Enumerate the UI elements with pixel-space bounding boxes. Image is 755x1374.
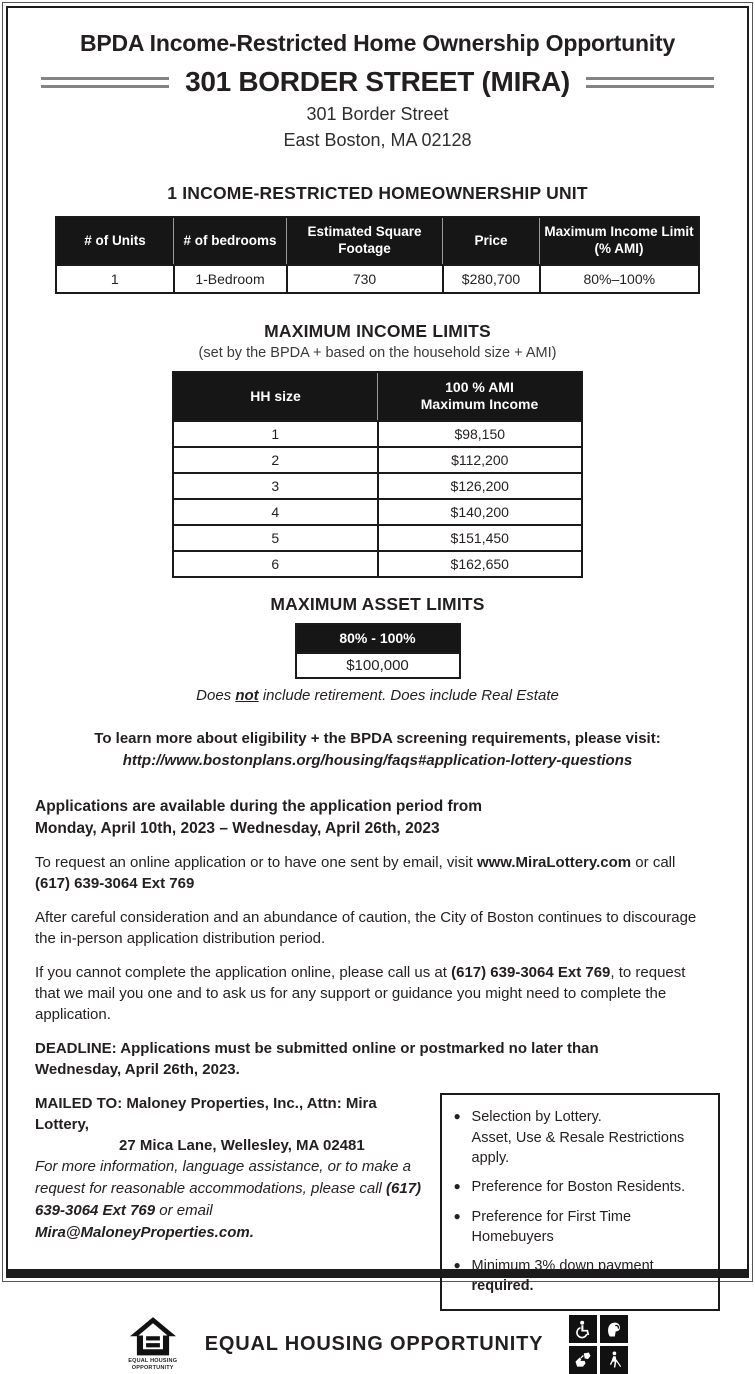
accessibility-icons — [569, 1315, 628, 1374]
income-cell: $98,150 — [378, 421, 583, 447]
period-line-2: Monday, April 10th, 2023 – Wednesday, April 26th, 2023 — [35, 819, 440, 837]
deadline-text-line2: Wednesday, April 26th, 2023. — [35, 1061, 240, 1079]
lottery-info-box — [440, 1093, 720, 1310]
accommodations-email-link[interactable]: Mira@MaloneyProperties.com. — [35, 1223, 254, 1241]
property-address — [35, 101, 720, 153]
eho-logo-caption — [128, 1358, 177, 1371]
request-pre: To request an online application or to have one sent by email, visit — [35, 854, 477, 872]
bullet-icon: ● — [453, 1258, 461, 1273]
hh-size-cell: 3 — [173, 473, 378, 499]
accommodations-mid: or email — [155, 1201, 213, 1219]
bullet-icon: ● — [453, 1208, 461, 1223]
eligibility-block — [35, 728, 720, 772]
asset-note — [35, 687, 720, 704]
list-item — [454, 1177, 708, 1197]
request-paragraph — [35, 852, 697, 894]
income-table-header-row — [173, 372, 582, 421]
lottery-website-link[interactable]: www.MiraLottery.com — [476, 854, 632, 872]
unit-section-title: 1 INCOME-RESTRICTED HOMEOWNERSHIP UNIT — [167, 183, 588, 204]
wheelchair-accessible-icon — [569, 1315, 597, 1343]
footer — [35, 1315, 720, 1374]
unit-cell-units: 1 — [56, 265, 174, 293]
list-item — [454, 1107, 708, 1168]
eho-caption-line2: OPPORTUNITY — [131, 1364, 174, 1371]
deadline-label: DEADLINE: — [35, 1040, 117, 1058]
income-cell: $162,650 — [378, 551, 583, 577]
bullet-text: Preference for Boston Residents. — [471, 1179, 686, 1196]
unit-table-row — [56, 265, 699, 293]
hh-size-cell: 4 — [173, 499, 378, 525]
request-phone-number: (617) 639-3064 Ext 769 — [35, 875, 195, 893]
phone-pre: If you cannot complete the application online, please call us at — [35, 964, 452, 982]
income-row-6 — [173, 551, 582, 577]
assistive-listening-icon — [600, 1315, 628, 1343]
income-section-title: MAXIMUM INCOME LIMITS — [264, 320, 491, 341]
sign-language-icon — [569, 1346, 597, 1374]
eho-caption-line1: EQUAL HOUSING — [128, 1358, 178, 1365]
page-title: 301 BORDER STREET (MIRA) — [185, 66, 570, 97]
unit-header-units: # of Units — [56, 217, 174, 265]
unit-cell-price: $280,700 — [443, 265, 540, 293]
hh-size-cell: 6 — [173, 551, 378, 577]
phone-post: , to request that we mail you one and to ask us for any support or guidance you might need to complete the application. — [35, 964, 686, 1024]
mailed-to-label: MAILED TO: — [35, 1095, 123, 1113]
mailed-to-line2: 27 Mica Lane, Wellesley, MA 02481 — [119, 1137, 365, 1155]
asset-header-row — [296, 624, 460, 654]
asset-note-post: include retirement. Does include Real Estate — [258, 687, 559, 705]
mailed-to-paragraph — [35, 1093, 423, 1156]
income-cell: $126,200 — [378, 473, 583, 499]
bullet-text — [472, 1256, 708, 1297]
income-header-line1: 100 % AMI — [445, 378, 514, 395]
request-mid: or call — [631, 854, 676, 872]
period-line-1: Applications are available during the application period from — [35, 797, 482, 815]
bullet-icon: ● — [453, 1109, 461, 1124]
flyer-supertitle: BPDA Income-Restricted Home Ownership Opportunity — [79, 30, 676, 56]
help-phone-number: (617) 639-3064 Ext 769 — [451, 964, 611, 982]
phone-help-paragraph — [35, 962, 697, 1025]
income-cell: $151,450 — [378, 525, 583, 551]
deadline-text-line1: Applications must be submitted online or postmarked no later than — [116, 1040, 599, 1058]
unit-header-ami: Maximum Income Limit (% AMI) — [540, 217, 700, 265]
asset-limits-table — [295, 623, 461, 680]
income-cell: $112,200 — [378, 447, 583, 473]
income-row-3 — [173, 473, 582, 499]
hh-size-cell: 1 — [173, 421, 378, 447]
deadline-paragraph — [35, 1038, 697, 1080]
asset-note-not: not — [235, 687, 259, 705]
income-header-line2: Maximum Income — [420, 396, 539, 413]
unit-header-bedrooms: # of bedrooms — [174, 217, 287, 265]
accommodations-pre: For more information, language assistance, or to make a request for reasonable accommodations, please call — [35, 1158, 412, 1198]
income-cell: $140,200 — [378, 499, 583, 525]
bottom-left-column — [35, 1093, 430, 1243]
bullet-icon: ● — [453, 1179, 461, 1194]
equal-housing-opportunity-text: EQUAL HOUSING OPPORTUNITY — [204, 1332, 544, 1355]
income-row-2 — [173, 447, 582, 473]
accommodations-paragraph — [35, 1156, 423, 1243]
bullet-text — [472, 1107, 708, 1168]
left-double-rule — [41, 77, 169, 88]
hh-size-cell: 2 — [173, 447, 378, 473]
unit-cell-bedrooms: 1-Bedroom — [174, 265, 287, 293]
bullet4-pre: Minimum 3% down payment — [471, 1258, 654, 1275]
asset-value-row — [296, 653, 460, 678]
equal-housing-house-icon — [130, 1317, 176, 1357]
asset-note-pre: Does — [196, 687, 236, 705]
asset-section-title: MAXIMUM ASSET LIMITS — [270, 593, 485, 614]
unit-cell-sqft: 730 — [287, 265, 443, 293]
address-line-2: East Boston, MA 02128 — [283, 130, 472, 151]
title-row — [41, 66, 714, 98]
unit-table — [55, 216, 700, 294]
unit-header-price: Price — [443, 217, 540, 265]
bullet4-required: required. — [471, 1278, 534, 1295]
eligibility-url-link[interactable]: http://www.bostonplans.org/housing/faqs#application-lottery-questions — [122, 752, 633, 770]
income-header-hh-size: HH size — [173, 372, 378, 421]
income-section-subtitle: (set by the BPDA + based on the household size + AMI) — [198, 344, 557, 361]
address-line-1: 301 Border Street — [306, 104, 449, 124]
equal-housing-logo — [127, 1317, 179, 1371]
right-double-rule — [586, 77, 714, 88]
bullet1-line1: Selection by Lottery. — [471, 1109, 602, 1126]
income-limits-table — [172, 371, 583, 578]
unit-table-header-row — [56, 217, 699, 265]
asset-limit-cell: $100,000 — [296, 653, 460, 678]
list-item — [454, 1256, 708, 1297]
income-row-4 — [173, 499, 582, 525]
bullet-text: Preference for First Time Homebuyers — [471, 1208, 632, 1245]
mailed-to-line1: Maloney Properties, Inc., Attn: Mira Lottery, — [35, 1095, 377, 1134]
list-item — [454, 1207, 708, 1248]
bottom-columns — [35, 1093, 720, 1310]
flyer-content — [8, 8, 747, 1371]
unit-cell-ami: 80%–100% — [540, 265, 700, 293]
application-period — [35, 796, 720, 839]
income-row-5 — [173, 525, 582, 551]
blind-person-cane-icon — [600, 1346, 628, 1374]
bullet1-line2: Asset, Use & Resale Restrictions apply. — [471, 1129, 685, 1166]
hh-size-cell: 5 — [173, 525, 378, 551]
income-header-max-income — [378, 372, 583, 421]
accommodations-phone-number: (617) 639-3064 Ext 769 — [35, 1180, 422, 1219]
eligibility-text: To learn more about eligibility + the BPDA screening requirements, please visit: — [94, 730, 661, 748]
income-row-1 — [173, 421, 582, 447]
unit-header-sqft: Estimated Square Footage — [287, 217, 443, 265]
caution-paragraph: After careful consideration and an abundance of caution, the City of Boston continues to discourage the in-person application distribution period. — [35, 909, 697, 948]
asset-range-header: 80% - 100% — [296, 624, 460, 654]
